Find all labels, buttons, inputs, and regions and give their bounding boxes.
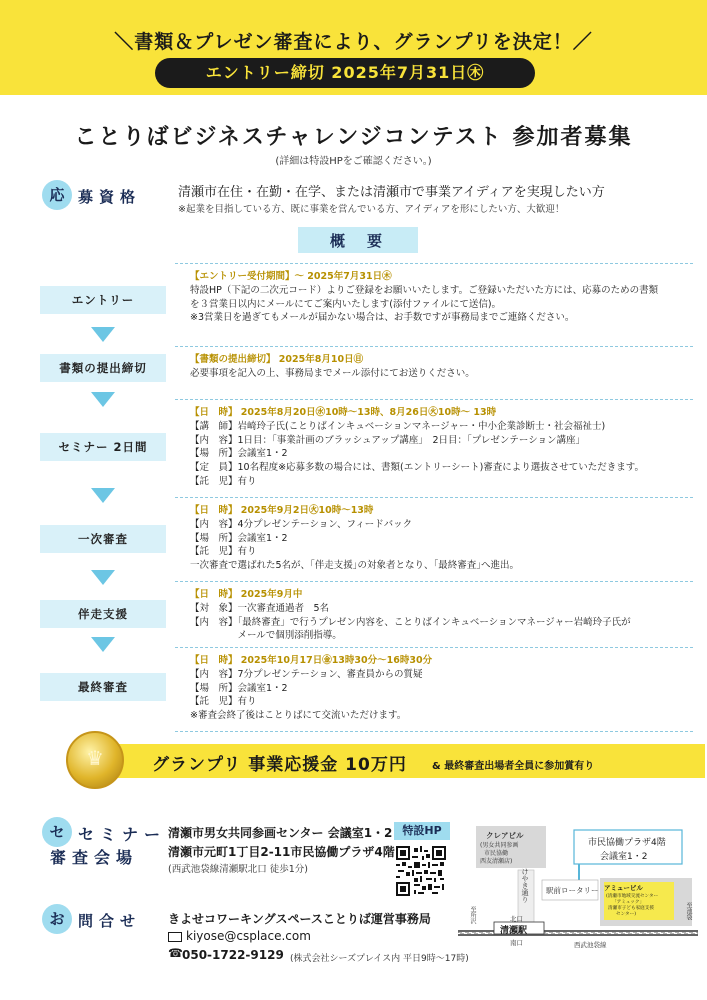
contact-email[interactable]: kiyose@csplace.com bbox=[186, 929, 311, 943]
venue-access: (西武池袋線清瀬駅北口 徒歩1分) bbox=[168, 864, 308, 875]
map-left-direction: 至所沢 bbox=[469, 906, 476, 924]
map-amiu-l4: センター) bbox=[616, 912, 636, 917]
step-details bbox=[190, 270, 658, 325]
venue-label-top: セミナー bbox=[78, 825, 167, 844]
step-detail-line: 【場 所】会議室1・2 bbox=[190, 532, 288, 544]
step-details bbox=[190, 654, 432, 723]
map-plaza-title: 市民協働プラザ4階 bbox=[588, 838, 666, 848]
step-date: 【日 時】 2025年9月中 bbox=[190, 589, 303, 600]
step-separator bbox=[175, 497, 693, 498]
step-label: セミナー 2日間 bbox=[40, 433, 166, 461]
contact-circle: お bbox=[42, 904, 72, 934]
map-amiu-l2: 「アミュック」 bbox=[612, 900, 645, 905]
page-title: ことりばビジネスチャレンジコンテスト 参加者募集 bbox=[74, 125, 633, 150]
contact-label: 問合せ bbox=[78, 912, 142, 930]
eligibility-label: 募資格 bbox=[78, 188, 142, 206]
entry-deadline-badge: エントリー締切 2025年7月31日㊍ bbox=[155, 58, 535, 88]
step-date: 【日 時】 2025年8月20日㊌10時～13時、8月26日㊋10時～ 13時 bbox=[190, 407, 497, 418]
crown-icon: ♛ bbox=[86, 746, 104, 770]
map-north-exit: 北口 bbox=[510, 915, 523, 923]
step-label: エントリー bbox=[40, 286, 166, 314]
map-rotary: 駅前ロータリー bbox=[546, 886, 599, 895]
step-date: 【書類の提出締切】 2025年8月10日㊐ bbox=[190, 354, 364, 365]
step-detail-line: 【内 容】「最終審査」で行うプレゼン内容を、ことりばインキュベーションマネージャー岩崎玲子氏が bbox=[190, 616, 631, 628]
step-detail-line: 【定 員】10名程度※応募多数の場合には、書類(エントリーシート)審査により選抜させていただきます。 bbox=[190, 462, 645, 474]
contact-org: きよせコワーキングスペースことりば運営事務局 bbox=[168, 912, 431, 926]
step-detail-line: 必要事項を記入の上、事務局までメール添付にてお送りください。 bbox=[190, 367, 475, 379]
step-separator bbox=[175, 263, 693, 264]
map-south-exit: 南口 bbox=[510, 939, 523, 947]
map-station: 清瀬駅 bbox=[500, 926, 528, 936]
step-date: 【日 時】 2025年9月2日㊋10時～13時 bbox=[190, 505, 374, 516]
map-amiu-l1: (清瀬市地域交流センター bbox=[606, 894, 659, 899]
step-detail-line: 【託 児】有り bbox=[190, 546, 257, 558]
venue-circle: セ bbox=[42, 817, 72, 847]
eligibility-circle: 応 bbox=[42, 180, 72, 210]
map-cleapel-l2: 市民協働 bbox=[484, 850, 509, 857]
step-detail-line: 【託 児】有り bbox=[190, 475, 257, 487]
map-rail-line: 西武池袋線 bbox=[574, 941, 607, 949]
map-cleapel-l1: (男女共同参画 bbox=[480, 842, 519, 849]
down-arrow-icon bbox=[91, 570, 115, 585]
step-detail-line: ※審査会終了後はことりばにて交流いただけます。 bbox=[190, 710, 407, 722]
step-detail-line: メールで個別添削指導。 bbox=[190, 630, 342, 642]
step-detail-line: 【内 容】4分プレゼンテーション、フィードバック bbox=[190, 518, 413, 530]
down-arrow-icon bbox=[91, 392, 115, 407]
step-detail-line: 【場 所】会議室1・2 bbox=[190, 448, 288, 460]
headline: ＼書類＆プレゼン審査により、グランプリを決定！／ bbox=[114, 31, 593, 53]
map-right-direction: 至池袋 bbox=[685, 902, 692, 920]
step-detail-line: 【内 容】7分プレゼンテーション、審査員からの質疑 bbox=[190, 668, 423, 680]
title-note: (詳細は特設HPをご確認ください。) bbox=[275, 156, 432, 167]
step-label: 伴走支援 bbox=[40, 600, 166, 628]
step-detail-line: ※3営業日を過ぎてもメールが届かない場合は、お手数ですが事務局までご連絡ください。 bbox=[190, 312, 575, 324]
contact-phone[interactable]: 050-1722-9129 bbox=[182, 948, 284, 962]
step-date: 【エントリー受付期間】～ 2025年7月31日㊍ bbox=[190, 271, 392, 282]
step-detail-line: 特設HP（下記の二次元コード）よりご登録をお願いいたします。ご登録いただいた方には、応募のための書類 bbox=[190, 284, 659, 296]
step-label: 書類の提出締切 bbox=[40, 354, 166, 382]
step-label: 一次審査 bbox=[40, 525, 166, 553]
phone-icon: ☎ bbox=[168, 946, 183, 960]
down-arrow-icon bbox=[91, 637, 115, 652]
map-amiu-title: アミュービル bbox=[604, 884, 643, 892]
step-detail-line: 【対 象】一次審査通過者 5名 bbox=[190, 602, 330, 614]
qr-code[interactable] bbox=[396, 846, 446, 896]
grandprix-participation-note: & 最終審査出場者全員に参加賞有り bbox=[432, 761, 595, 772]
contact-phone-note: (株式会社シーズプレイス内 平日9時～17時) bbox=[290, 954, 469, 964]
venue-address: 清瀬市元町1丁目2-11市民協働プラザ4階 bbox=[168, 845, 395, 859]
step-detail-line: 【場 所】会議室1・2 bbox=[190, 682, 288, 694]
map-cleapel-l3: 西友清瀬店) bbox=[480, 858, 513, 865]
eligibility-note: ※起業を目指している方、既に事業を営んでいる方、アイディアを形にしたい方、大歓迎！ bbox=[178, 204, 565, 215]
step-separator bbox=[175, 647, 693, 648]
step-separator bbox=[175, 731, 693, 732]
step-detail-line: 【内 容】1日目：「事業計画のブラッシュアップ講座」 2日目：「プレゼンテーション講座」 bbox=[190, 434, 586, 446]
map-cleapel-title: クレアビル bbox=[486, 831, 524, 840]
step-separator bbox=[175, 346, 693, 347]
step-detail-line: 【託 児】有り bbox=[190, 696, 257, 708]
eligibility-text: 清瀬市在住・在勤・在学、または清瀬市で事業アイディアを実現したい方 bbox=[178, 185, 605, 200]
step-label: 最終審査 bbox=[40, 673, 166, 701]
step-detail-line: 一次審査で選ばれた5名が、｢伴走支援｣の対象者となり、｢最終審査｣へ進出。 bbox=[190, 560, 520, 572]
down-arrow-icon bbox=[91, 327, 115, 342]
venue-name: 清瀬市男女共同参画センター 会議室1・2 bbox=[168, 826, 393, 840]
step-details bbox=[190, 353, 475, 381]
venue-label-bottom: 審査会場 bbox=[50, 848, 139, 867]
step-date: 【日 時】 2025年10月17日㊎13時30分～16時30分 bbox=[190, 655, 433, 666]
step-details bbox=[190, 406, 644, 489]
overview-heading: 概要 bbox=[329, 232, 404, 250]
step-separator bbox=[175, 581, 693, 582]
step-details bbox=[190, 588, 631, 643]
step-detail-line: 【講 師】岩崎玲子氏(ことりばインキュベーションマネージャー・中小企業診断士・社会福祉士) bbox=[190, 420, 606, 432]
map-keyaki-road: けやき通り bbox=[521, 868, 529, 903]
grandprix-prize: グランプリ 事業応援金 10万円 bbox=[152, 755, 407, 775]
step-detail-line: を３営業日以内にメールにてご案内いたします(添付ファイルにて送信)。 bbox=[190, 298, 502, 310]
map-amiu-l3: 清瀬市子ども家庭支援 bbox=[608, 906, 654, 911]
step-separator bbox=[175, 399, 693, 400]
map-plaza-sub: 会議室1・2 bbox=[600, 852, 648, 862]
step-details bbox=[190, 504, 519, 573]
special-hp-label: 特設HP bbox=[394, 822, 450, 840]
down-arrow-icon bbox=[91, 488, 115, 503]
mail-icon bbox=[168, 932, 182, 942]
